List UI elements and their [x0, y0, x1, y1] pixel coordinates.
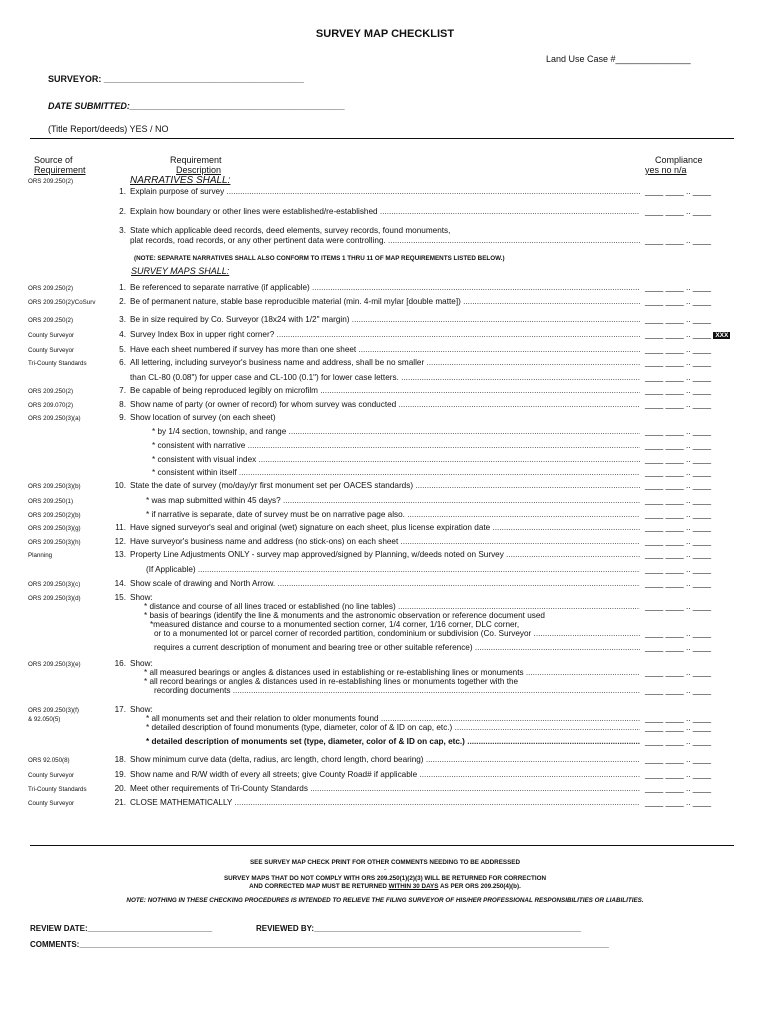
- compliance-marks[interactable]: ____ ____ .. ____: [645, 455, 712, 464]
- table-row: [0, 468, 770, 480]
- compliance-marks[interactable]: ____ ____ .. ____: [645, 510, 712, 519]
- requirement-text: or to a monumented lot or parcel corner of recorded partition, condominium or subdivision (Co. Surveyor .....: [154, 629, 640, 638]
- source-header-2: Requirement: [34, 165, 86, 175]
- not-comply-line-1: SURVEY MAPS THAT DO NOT COMPLY WITH ORS 209.250(1)(2)(3) WILL BE RETURNED FOR CORRECTION: [223, 875, 547, 882]
- item-number: 21.: [114, 798, 126, 807]
- requirement-text: * consistent with visual index .....: [152, 455, 640, 464]
- land-use-case-field[interactable]: Land Use Case #_______________: [546, 54, 691, 64]
- item-number: 18.: [114, 755, 126, 764]
- compliance-marks[interactable]: ____ ____ .. ____: [645, 315, 712, 324]
- comments-field[interactable]: COMMENTS:_______________________________________________________________________________________________________________________: [30, 940, 609, 949]
- item-number: 6.: [119, 358, 126, 367]
- table-row: [0, 297, 770, 309]
- table-row: [0, 755, 770, 767]
- page-title: SURVEY MAP CHECKLIST: [315, 28, 455, 40]
- requirement-source: County Surveyor: [28, 772, 75, 779]
- requirement-text: Show location of survey (on each sheet): [130, 413, 276, 422]
- requirement-text: Be referenced to separate narrative (if applicable) .....: [130, 283, 640, 292]
- compliance-header: Compliance: [655, 155, 703, 165]
- requirement-source: & 92.050(5): [28, 716, 61, 723]
- compliance-marks[interactable]: ____ ____ .. ____: [645, 602, 712, 611]
- requirement-text: Have each sheet numbered if survey has more than one sheet .....: [130, 345, 640, 354]
- table-row: [0, 496, 770, 508]
- source-header-1: Source of: [34, 155, 73, 165]
- surveyor-field[interactable]: SURVEYOR: ________________________________________: [48, 74, 305, 84]
- compliance-marks[interactable]: ____ ____ .. ____: [645, 345, 712, 354]
- compliance-marks[interactable]: [645, 330, 730, 339]
- table-row: [0, 441, 770, 453]
- table-row: [0, 427, 770, 439]
- table-row: [0, 315, 770, 327]
- table-row: [0, 565, 770, 577]
- table-row: [0, 481, 770, 493]
- requirement-text: * by 1/4 section, township, and range .....: [152, 427, 640, 436]
- table-row: [0, 770, 770, 782]
- compliance-marks[interactable]: ____ ____ .. ____: [645, 550, 712, 559]
- compliance-marks[interactable]: ____ ____ .. ____: [645, 755, 712, 764]
- survey-maps-heading: SURVEY MAPS SHALL:: [131, 266, 230, 276]
- compliance-marks[interactable]: ____ ____ .. ____: [645, 537, 712, 546]
- table-row: [0, 643, 770, 655]
- compliance-marks[interactable]: ____ ____ .. ____: [645, 236, 712, 245]
- item-number: 17.: [114, 705, 126, 714]
- footer-dash: -: [383, 866, 387, 873]
- review-date-field[interactable]: REVIEW DATE:____________________________: [30, 924, 213, 933]
- item-number: 8.: [119, 400, 126, 409]
- item-number: 7.: [119, 386, 126, 395]
- requirement-source: ORS 209.250(3)(a): [28, 415, 81, 422]
- table-row: [0, 386, 770, 398]
- compliance-marks[interactable]: ____ ____ .. ____: [645, 784, 712, 793]
- requirement-source: ORS 209.250(2)/CoSurv: [28, 299, 96, 306]
- requirement-source: ORS 209.250(3)(c): [28, 581, 81, 588]
- requirement-text: * distance and course of all lines traced or established (no line tables) .....: [144, 602, 640, 611]
- compliance-marks[interactable]: ____ ____ .. ____: [645, 358, 712, 367]
- reviewed-by-field[interactable]: REVIEWED BY:____________________________________________________________: [256, 924, 582, 933]
- compliance-marks[interactable]: ____ ____ .. ____: [645, 579, 712, 588]
- compliance-marks[interactable]: ____ ____ .. ____: [645, 427, 712, 436]
- requirement-text: Be in size required by Co. Surveyor (18x24 with 1/2" margin) .....: [130, 315, 640, 324]
- requirement-text: CLOSE MATHEMATICALLY .....: [130, 798, 640, 807]
- narratives-heading: NARRATIVES SHALL:: [130, 175, 231, 186]
- item-number: 5.: [119, 345, 126, 354]
- table-row: [0, 579, 770, 591]
- compliance-marks[interactable]: ____ ____ .. ____: [645, 523, 712, 532]
- requirement-header-2: Description: [176, 165, 222, 175]
- requirement-source: ORS 209.250(2): [28, 388, 74, 395]
- requirement-source: ORS 209.250(3)(f): [28, 707, 79, 714]
- requirement-source: ORS 209.250(3)(b): [28, 483, 81, 490]
- table-row: plat records, road records, or any other pertinent data were controlling. ..... ____ ____ .. ____: [0, 236, 770, 248]
- item-number: 10.: [114, 481, 126, 490]
- requirement-text: Have signed surveyor's seal and original (wet) signature on each sheet, plus license expiration date .....: [130, 523, 640, 532]
- compliance-marks[interactable]: ____ ____ .. ____: [645, 297, 712, 306]
- compliance-marks[interactable]: ____ ____ .. ____: [645, 565, 712, 574]
- table-row: [0, 784, 770, 796]
- table-row: [0, 400, 770, 412]
- requirement-text: Show name of party (or owner of record) for whom survey was conducted .....: [130, 400, 640, 409]
- table-row: 3. State which applicable deed records, deed elements, survey records, found monuments,: [119, 226, 451, 235]
- table-row: [0, 629, 770, 641]
- footer-divider: [30, 845, 734, 846]
- date-submitted-field[interactable]: DATE SUBMITTED:___________________________________________: [48, 101, 346, 111]
- item-number: 13.: [114, 550, 126, 559]
- narratives-note: (NOTE: SEPARATE NARRATIVES SHALL ALSO CONFORM TO ITEMS 1 THRU 11 OF MAP REQUIREMENTS LISTED BELOW.): [134, 255, 505, 262]
- table-row: [0, 686, 770, 698]
- requirement-source: ORS 209.250(3)(d): [28, 595, 81, 602]
- requirement-source: Tri-County Standards: [28, 786, 87, 793]
- compliance-marks[interactable]: ____ ____ .. ____: [645, 643, 712, 652]
- requirement-text: Show scale of drawing and North Arrow. .....: [130, 579, 640, 588]
- item-number: 3.: [119, 315, 126, 324]
- requirement-source: Tri-County Standards: [28, 360, 87, 367]
- compliance-marks[interactable]: ____ ____ .. ____: [645, 207, 712, 216]
- table-row: [0, 330, 770, 342]
- requirement-header-1: Requirement: [170, 155, 222, 165]
- compliance-marks[interactable]: ____ ____ .. ____: [645, 468, 712, 477]
- table-row: [0, 413, 770, 425]
- requirement-source: County Surveyor: [28, 800, 75, 807]
- requirement-text: Property Line Adjustments ONLY - survey map approved/signed by Planning, w/deeds noted on Survey .....: [130, 550, 640, 559]
- requirement-text: Meet other requirements of Tri-County Standards .....: [130, 784, 640, 793]
- table-row: [0, 523, 770, 535]
- item-number: 9.: [119, 413, 126, 422]
- table-row: [0, 283, 770, 295]
- compliance-marks[interactable]: ____ ____ .. ____: [645, 481, 712, 490]
- item-number: 2.: [119, 297, 126, 306]
- table-row: [0, 358, 770, 370]
- requirement-text: * consistent with narrative .....: [152, 441, 640, 450]
- requirement-source: County Surveyor: [28, 332, 75, 339]
- requirement-source: ORS 92.050(8): [28, 757, 70, 764]
- requirement-source: ORS 209.250(2)(b): [28, 512, 81, 519]
- table-row: [0, 510, 770, 522]
- requirement-source: ORS 209.250(1): [28, 498, 74, 505]
- item-number: 14.: [114, 579, 126, 588]
- requirement-text: Show:: [130, 705, 153, 714]
- table-row: [0, 798, 770, 810]
- compliance-blanks[interactable]: ____ ____ .. ____: [645, 330, 712, 339]
- compliance-marks[interactable]: ____ ____ .. ____: [645, 737, 712, 746]
- compliance-marks[interactable]: ____ ____ .. ____: [645, 668, 712, 677]
- requirement-text: Have surveyor's business name and address (no stick-ons) on each sheet .....: [130, 537, 640, 546]
- requirement-source: ORS 209.250(2): [28, 285, 74, 292]
- xxx-badge: XXX: [715, 332, 729, 339]
- item-number: 4.: [119, 330, 126, 339]
- compliance-marks[interactable]: ____ ____ .. ____: [645, 373, 712, 382]
- requirement-text: * consistent within itself .....: [152, 468, 640, 477]
- table-row: [0, 550, 770, 562]
- compliance-marks[interactable]: ____ ____ .. ____: [645, 714, 712, 723]
- requirement-source: ORS 209.250(3)(h): [28, 539, 81, 546]
- compliance-marks[interactable]: ____ ____ .. ____: [645, 770, 712, 779]
- item-number: 19.: [114, 770, 126, 779]
- table-row: ORS 209.250(2) NARRATIVES SHALL:: [0, 176, 770, 188]
- requirement-text: Show minimum curve data (delta, radius, arc length, chord length, chord bearing) .....: [130, 755, 640, 764]
- requirement-text: State the date of survey (mo/day/yr first monument set per OACES standards) .....: [130, 481, 640, 490]
- requirement-text: * was map submitted within 45 days? .....: [146, 496, 640, 505]
- title-report-field[interactable]: (Title Report/deeds) YES / NO: [48, 124, 169, 134]
- requirement-text: * if narrative is separate, date of survey must be on narrative page also. .....: [146, 510, 640, 519]
- table-row: [0, 455, 770, 467]
- requirement-text: * detailed description of found monuments (type, diameter, color of & ID on cap, etc.) .....: [146, 723, 640, 732]
- requirement-source: Planning: [28, 552, 53, 559]
- compliance-marks[interactable]: ____ ____ .. ____: [645, 629, 712, 638]
- table-row: [0, 537, 770, 549]
- item-number: 1.: [119, 283, 126, 292]
- item-number: 16.: [114, 659, 126, 668]
- item-number: 20.: [114, 784, 126, 793]
- liability-note: NOTE: NOTHING IN THESE CHECKING PROCEDURES IS INTENDED TO RELIEVE THE FILING SURVEYOR OF HIS/HER PROFESSIONAL RESPONSIBILITIES OR LIABILITIES.: [126, 897, 644, 904]
- requirement-text: Survey Index Box in upper right corner? .....: [130, 330, 640, 339]
- compliance-marks[interactable]: ____ ____ .. ____: [645, 723, 712, 732]
- table-row: 1. Explain purpose of survey ..... ____ ____ .. ____: [0, 187, 770, 199]
- yes-no-na-header: yes no n/a: [645, 165, 687, 175]
- table-row: 2. Explain how boundary or other lines were established/re-established ..... ____ ____ .. ____: [0, 207, 770, 219]
- compliance-marks[interactable]: ____ ____ .. ____: [645, 496, 712, 505]
- requirement-text: (If Applicable) .....: [146, 565, 640, 574]
- compliance-marks[interactable]: ____ ____ .. ____: [645, 686, 712, 695]
- compliance-marks[interactable]: ____ ____ .. ____: [645, 187, 712, 196]
- compliance-marks[interactable]: ____ ____ .. ____: [645, 798, 712, 807]
- requirement-source: ORS 209.250(2): [28, 317, 74, 324]
- requirement-text: * detailed description of monuments set (type, diameter, color of & ID on cap, etc.) .....: [146, 737, 640, 746]
- requirement-text: * basis of bearings (identify the line & monuments and the astronomic observation or reference document used: [144, 611, 545, 620]
- compliance-marks[interactable]: ____ ____ .. ____: [645, 283, 712, 292]
- requirement-text: than CL-80 (0.08") for upper case and CL-100 (0.1") for lower case letters. .....: [130, 373, 640, 382]
- table-row: [0, 345, 770, 357]
- requirement-text: * all measured bearings or angles & distances used in establishing or re-establishing lines or monuments .....: [144, 668, 640, 677]
- requirement-text: Be capable of being reproduced legibly on microfilm .....: [130, 386, 640, 395]
- requirement-source: ORS 209.250(3)(e): [28, 661, 81, 668]
- requirement-text: Show:: [130, 593, 153, 602]
- compliance-marks[interactable]: ____ ____ .. ____: [645, 441, 712, 450]
- item-number: 11.: [115, 523, 126, 532]
- item-number: 15.: [114, 593, 126, 602]
- requirement-text: * all record bearings or angles & distances used in re-establishing lines or monuments together with the: [144, 677, 519, 686]
- item-number: 12.: [114, 537, 126, 546]
- not-comply-line-2: AND CORRECTED MAP MUST BE RETURNED WITHIN 30 DAYS AS PER ORS 209.250(4)(b).: [249, 883, 521, 890]
- requirement-text: * all monuments set and their relation to older monuments found .....: [146, 714, 640, 723]
- compliance-marks[interactable]: ____ ____ .. ____: [645, 386, 712, 395]
- requirement-text: All lettering, including surveyor's business name and address, shall be no smaller .....: [130, 358, 640, 367]
- requirement-text: Show name and R/W width of every all streets; give County Road# if applicable .....: [130, 770, 640, 779]
- requirement-text: recording documents .....: [154, 686, 640, 695]
- table-row: [0, 723, 770, 735]
- requirement-text: Be of permanent nature, stable base reproducible material (min. 4-mil mylar [double matte]) .....: [130, 297, 640, 306]
- requirement-text: *measured distance and course to a monumented section corner, 1/4 corner, 1/16 corner, DLC corner,: [150, 620, 520, 629]
- requirement-source: ORS 209.250(3)(g): [28, 525, 81, 532]
- table-row: [0, 737, 770, 749]
- header-divider: [30, 138, 734, 139]
- compliance-marks[interactable]: ____ ____ .. ____: [645, 400, 712, 409]
- see-print-note: SEE SURVEY MAP CHECK PRINT FOR OTHER COMMENTS NEEDING TO BE ADDRESSED: [249, 859, 521, 866]
- table-row: [0, 373, 770, 385]
- requirement-text: requires a current description of monument and bearing tree or other suitable reference) .....: [154, 643, 640, 652]
- requirement-source: ORS 209.070(2): [28, 402, 74, 409]
- requirement-text: Show:: [130, 659, 153, 668]
- requirement-source: County Surveyor: [28, 347, 75, 354]
